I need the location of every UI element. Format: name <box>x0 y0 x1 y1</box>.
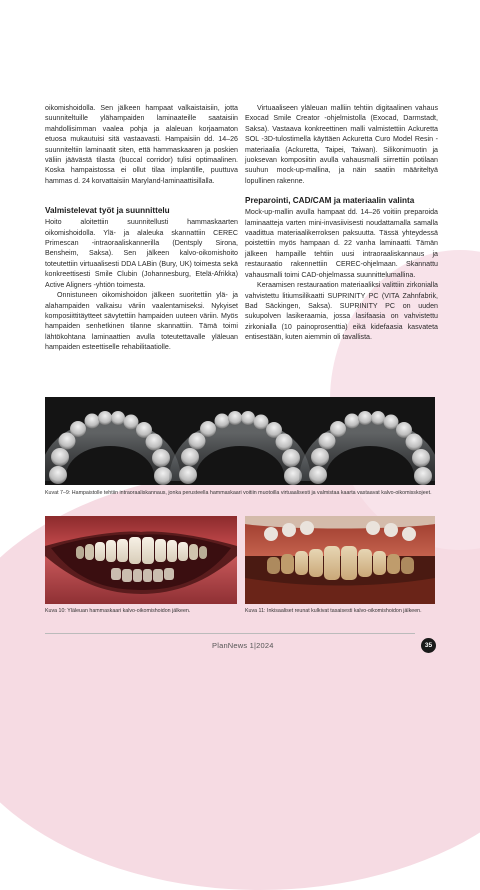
footer-divider <box>45 633 415 634</box>
smile-photo-image <box>45 516 237 604</box>
figure-upper-arch-smile <box>45 516 237 604</box>
left-text-column <box>45 103 238 353</box>
left-intro-paragraph: oikomishoidolla. Sen jälkeen hampaat valkaistaisiin, jotta suunniteltuille ylähampaiden laminaateille saataisiin mahdollisimman vaalea pohja ja alaleuan korjaamaton etuosa mukautuisi sitä vastaavasti. Hampaisiin dd. 14–26 suunniteltiin laminaatit siten, että hammaskaaren ja poskien väliin jäävästä tilasta (buccal corridor) tulisi optimaalinen. Koska hampaistossa ei ollut tilaa implantille, puuttuva hammas d. 24 korvattaisiin Maryland-laminaattisillalla. <box>45 104 238 185</box>
section-heading-preparation: Valmistelevat työt ja suunnittelu <box>45 206 170 216</box>
right-intro-paragraph: Virtuaaliseen yläleuan malliin tehtiin digitaalinen vahaus Exocad Smile Creator -ohjelmistolla (Exocad, Darmstadt, Saksa). Vastaava konkreettinen malli valmistettiin Ackuretta SOL -3D-tulostimella käyttäen Ackuretta Curo Model Resin -materiaalia (Ackuretta, Taipei, Taiwan). Silikonimuotin ja juoksevan komposiitin avulla vahausmalli siirrettiin potilaan suuhun mock-up-mallina, ja näin saatiin määriteltyä lopullinen rakenne. <box>245 104 438 185</box>
figure-caption-7-9: Kuvat 7–9: Hampaistolle tehtiin intraoraaliskannaus, jonka perusteella hammaskaari voitiin muotoilla virtuaalisesti ja valmistaa kaarta vastaavat kalvo-oikomisskojeet. <box>45 490 432 496</box>
page-number-badge: 35 <box>421 638 436 653</box>
figure-incisal-edges <box>245 516 435 604</box>
dental-arch-scans-image <box>45 397 435 485</box>
left-paragraph-1: Hoito aloitettiin suunnitellusti hammaskaarten oikomishoidolla. Ylä- ja alaleuka skannattiin CEREC Primescan -intraoraaliskannerilla (Dentsply Sirona, Bensheim, Saksa). Sen jälkeen kalvo-oikomishoito toteutettiin virtuaalisesti DDA LABin (Bury, UK) toimesta sekä konkreettisesti Smile Clubin (Johannesburg, Etelä-Afrikka) Active Aligners -yhtiön toimesta. <box>45 218 238 289</box>
teeth-closeup-image <box>245 516 435 604</box>
figure-intraoral-scans <box>45 397 435 485</box>
left-paragraph-2: Onnistuneen oikomishoidon jälkeen suoritettiin ylä- ja alahampaiden valkaisu väriin vaalentamiseksi. Nykyiset komposiittitäytteet sävytettiin hampaiden uuteen väriin. Myös hampaiden senhetkinen tilanne skannattiin. Tämä toimi lähtökohtana laminaattien avulla toteutettavalle yläleuan hampaiden esteettiselle rehabilitaatiolle. <box>45 291 238 352</box>
right-paragraph-1: Mock-up-mallin avulla hampaat dd. 14–26 voitiin preparoida laminaatteja varten mini-invasiivisesti noudattamalla samalla vaadittua materiaalikerroksen paksuutta. Tässä yhteydessä poistettiin myös hampaan d. 22 vanha laminaatti. Tämän jälkeen hampaille tehtiin uusi intraoraaliskannaus ja restauraatio rakennettiin CEREC-ohjelmaan. Skannattu vahausmalli toimi CAD-ohjelmassa suunnittelumallina. <box>245 208 438 279</box>
spacer <box>45 186 238 196</box>
figure-caption-11: Kuva 11: Inkisaaliset reunat kulkivat tasaisesti kalvo-oikomishoidon jälkeen. <box>245 608 422 614</box>
section-heading-cad-cam: Preparointi, CAD/CAM ja materiaalin valinta <box>245 196 415 206</box>
right-paragraph-2: Keraamisen restauraation materiaaliksi valittiin zirkonialla vahvistettu litiumsilikaatti SUPRINITY PC (VITA Zahnfabrik, Bad Säckingen, Saksa). SUPRINITY PC on uuden sukupolven lasikeraamia, jossa lasifaasia on vahvistettu zirkonialla (10 painoprosenttia) eikä kidefaasia kasvateta entisestään, kuten aiemmin oli tavallista. <box>245 281 438 342</box>
right-text-column <box>245 103 438 343</box>
figure-caption-10: Kuva 10: Yläleuan hammaskaari kalvo-oikomishoidon jälkeen. <box>45 608 191 614</box>
publication-title: PlanNews 1|2024 <box>212 641 274 650</box>
